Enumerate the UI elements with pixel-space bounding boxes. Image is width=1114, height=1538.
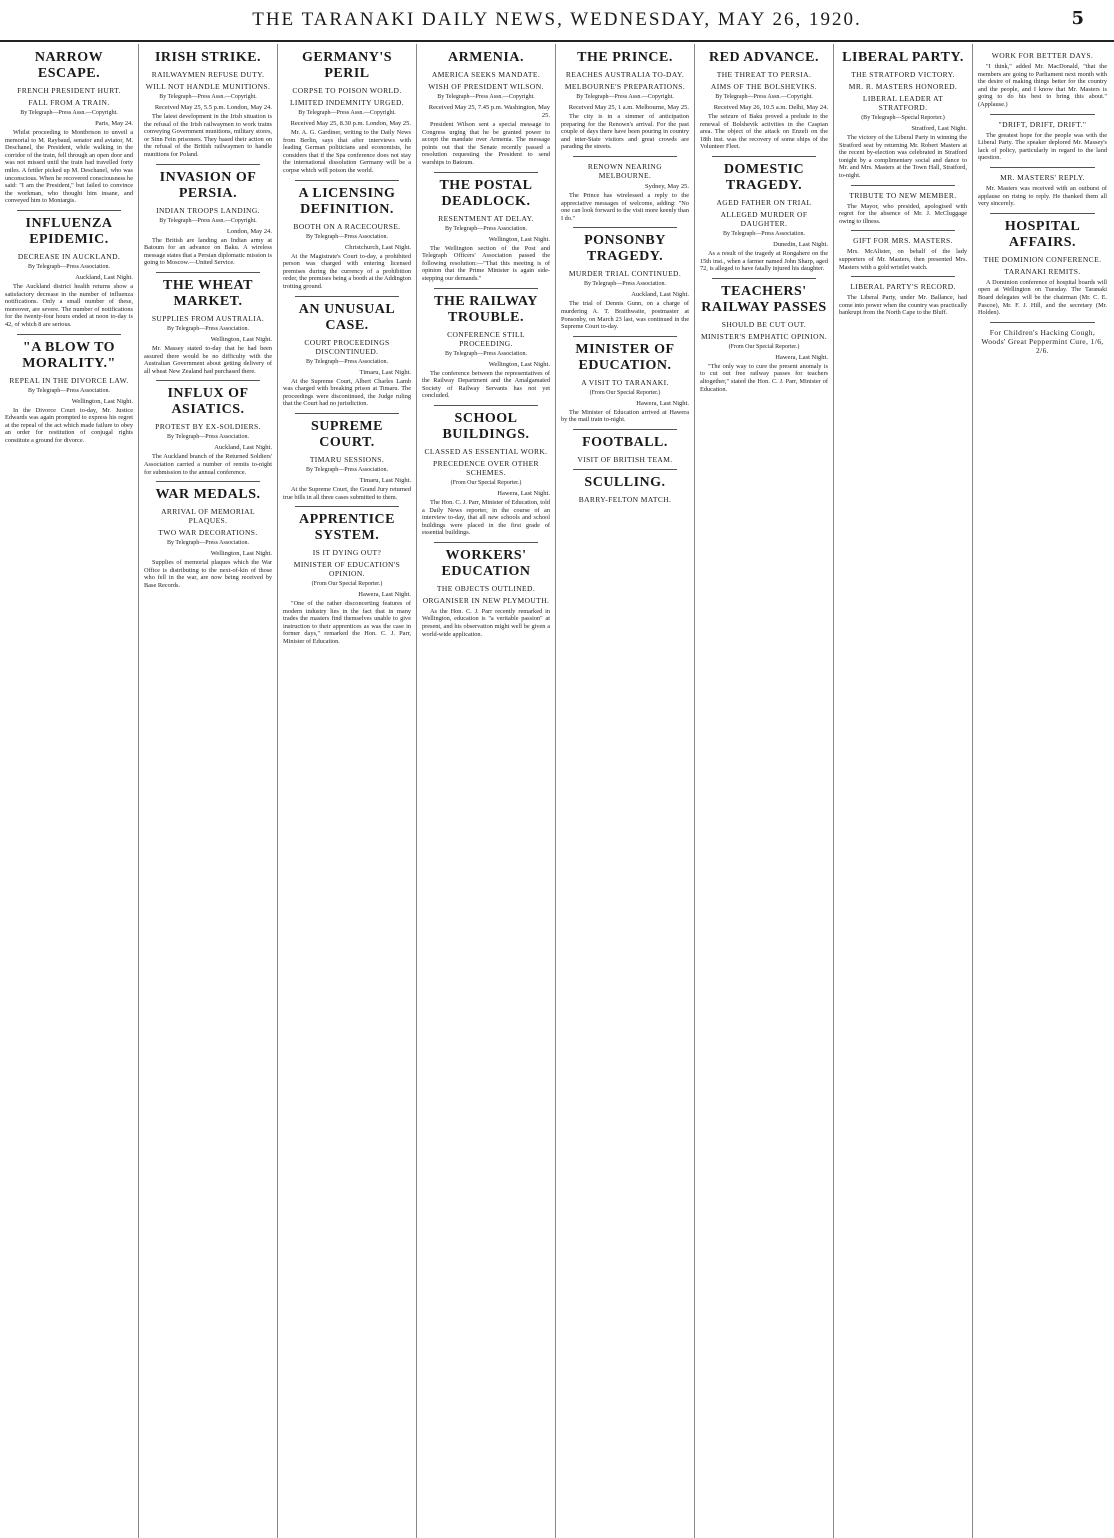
article-subheading: REPEAL IN THE DIVORCE LAW. bbox=[9, 375, 129, 385]
article-subheading: For Children's Hacking Cough, Woods' Great Peppermint Cure, 1/6, 2/6. bbox=[981, 327, 1104, 355]
section-divider bbox=[295, 296, 399, 297]
article-byline: By Telegraph—Press Assn.—Copyright. bbox=[159, 94, 257, 100]
article-byline: By Telegraph—Press Assn.—Copyright. bbox=[20, 110, 118, 116]
article-byline: By Telegraph—Press Assn.—Copyright. bbox=[715, 94, 813, 100]
article-subheading: TWO WAR DECORATIONS. bbox=[158, 528, 258, 538]
article-body: The latest development in the Irish situation is the refusal of the Irish railwaymen to work trains conveying Government munitions, military stores, or Sinn Fein prisoners. They based their action on the refusal of the British railwaymen to handle munitions for Poland. bbox=[144, 113, 272, 158]
article-byline: By Telegraph—Press Association. bbox=[28, 263, 110, 270]
article-dateline: Wellington, Last Night. bbox=[210, 335, 272, 343]
article-subheading: ORGANISER IN NEW PLYMOUTH. bbox=[422, 595, 550, 605]
article-subheading: MR. MASTERS' REPLY. bbox=[1000, 172, 1085, 182]
article-subheading: INDIAN TROOPS LANDING. bbox=[156, 205, 260, 215]
article-headline: WAR MEDALS. bbox=[155, 487, 261, 503]
article-headline: THE PRINCE. bbox=[577, 50, 673, 65]
article-subheading: SHOULD BE CUT OUT. bbox=[721, 319, 807, 329]
article-dateline: Wellington, Last Night. bbox=[71, 397, 133, 405]
article-subheading: LIBERAL LEADER AT STRATFORD. bbox=[862, 94, 944, 112]
article-byline: By Telegraph—Press Association. bbox=[723, 230, 805, 237]
article-headline: INFLUX OF ASIATICS. bbox=[167, 386, 249, 418]
article-subheading: COURT PROCEEDINGS DISCONTINUED. bbox=[304, 337, 390, 356]
article-headline: GERMANY'S PERIL bbox=[301, 50, 393, 81]
article-body: "The only way to cure the present anomaly is to cut out free railway passes for teachers altogether," stated the Hon. C. J. Parr, Minister of Education. bbox=[700, 362, 828, 393]
article-subheading: TIMARU SESSIONS. bbox=[309, 454, 385, 464]
article-headline: MINISTER OF EDUCATION. bbox=[575, 341, 675, 373]
article-subheading: GIFT FOR MRS. MASTERS. bbox=[853, 236, 953, 246]
article-subheading: IS IT DYING OUT? bbox=[312, 548, 382, 558]
article-byline: By Telegraph—Press Association. bbox=[167, 540, 249, 547]
article-dateline: Hawera, Last Night. bbox=[636, 399, 689, 407]
article-headline: WORKERS' EDUCATION bbox=[441, 547, 531, 579]
article-byline: (From Our Special Reporter.) bbox=[311, 581, 383, 588]
columns bbox=[0, 44, 1114, 1538]
article-dateline: Wellington, Last Night. bbox=[210, 550, 272, 558]
article-body: Whilst proceeding to Montbrison to unveil a memorial to M. Raybaud, senator and aviator, M. Deschanel, the President, while walking in the corridor of the train, fell through an open door and was not missed until the train had travelled forty miles. A fettler picked up M. Deschanel, who was unconscious. When he recovered consciousness he said: "I am the President," but failed to convince the workman, who thought him insane, and conveyed him to Montargis. bbox=[5, 129, 133, 205]
article-subheading: VISIT OF BRITISH TEAM. bbox=[577, 454, 673, 464]
article-body: The Wellington section of the Post and Telegraph Officers' Association passed the following resolution:—"That this meeting is of opinion that the Prime Minister is again side-stepping our demands." bbox=[422, 244, 550, 282]
article-headline: HOSPITAL AFFAIRS. bbox=[1004, 218, 1081, 250]
article-subheading: LIBERAL PARTY'S RECORD. bbox=[850, 282, 956, 292]
article-dateline: Auckland, Last Night. bbox=[75, 273, 133, 281]
article-subheading: ARRIVAL OF MEMORIAL PLAQUES. bbox=[161, 507, 255, 526]
section-divider bbox=[295, 180, 399, 181]
article-subheading: MR. R. MASTERS HONORED. bbox=[848, 82, 958, 91]
article-subheading: ALLEGED MURDER OF DAUGHTER. bbox=[720, 209, 808, 228]
article-subheading: RESENTMENT AT DELAY. bbox=[438, 213, 534, 223]
article-headline: INVASION OF PERSIA. bbox=[159, 169, 257, 201]
article-byline: By Telegraph—Press Assn.—Copyright. bbox=[576, 94, 674, 100]
section-divider bbox=[851, 230, 955, 231]
section-divider bbox=[712, 156, 816, 157]
article-body: At the Supreme Court, the Grand Jury returned true bills in all three cases submitted to them. bbox=[283, 485, 411, 501]
article-body: The British are landing an Indian army at Batoum for an advance on Baku. A wireless message states that a Persian diplomatic mission is going to Moscow.—United Service. bbox=[144, 236, 272, 267]
section-divider bbox=[851, 276, 955, 277]
article-dateline: Dunedin, Last Night. bbox=[773, 240, 828, 248]
article-byline: By Telegraph—Press Assn.—Copyright. bbox=[159, 217, 257, 224]
section-divider bbox=[573, 156, 677, 157]
article-headline: THE RAILWAY TROUBLE. bbox=[434, 293, 538, 325]
article-body: The trial of Dennis Gunn, on a charge of murdering A. T. Braithwaite, postmaster at Ponsonby, on March 23 last, was continued in the Supreme Court to-day. bbox=[561, 300, 689, 331]
section-divider bbox=[156, 272, 260, 273]
section-divider bbox=[434, 542, 538, 543]
article-subheading: PROTEST BY EX-SOLDIERS. bbox=[155, 422, 261, 432]
article-byline: By Telegraph—Press Association. bbox=[445, 350, 527, 357]
column-4 bbox=[417, 44, 556, 1538]
article-body: The victory of the Liberal Party in winning the Stratford seat by returning Mr. Robert Masters at the recent by-election was celebrated in Stratford tonight by a complimentary social and dance to Mr. and Mrs. Masters at the Town Hall, Stratford, to-night. bbox=[839, 134, 967, 179]
article-byline: By Telegraph—Press Association. bbox=[306, 233, 388, 240]
article-dateline: London, May 24. bbox=[226, 227, 272, 235]
article-byline: By Telegraph—Press Association. bbox=[167, 434, 249, 441]
article-headline: AN UNUSUAL CASE. bbox=[298, 301, 396, 333]
article-subheading: WILL NOT HANDLE MUNITIONS. bbox=[145, 82, 271, 91]
article-subheading: DECREASE IN AUCKLAND. bbox=[17, 251, 121, 261]
article-body: The Minister of Education arrived at Hawera by the mail train to-night. bbox=[561, 408, 689, 424]
section-divider bbox=[156, 380, 260, 381]
article-subheading: THE OBJECTS OUTLINED. bbox=[436, 583, 536, 593]
article-subheading: BARRY-FELTON MATCH. bbox=[578, 494, 672, 504]
article-body: At the Supreme Court, Albert Charles Lamb was charged with breaking prison at Timaru. The proceedings were discontinued, the Judge ruling that the Court had no jurisdiction. bbox=[283, 377, 411, 408]
article-headline: SUPREME COURT. bbox=[311, 418, 383, 450]
article-byline: (From Our Special Reporter.) bbox=[589, 389, 661, 396]
article-byline: (By Telegraph—Special Reporter.) bbox=[861, 115, 945, 121]
article-body: Mr. Massey stated to-day that he had been assured there would be no difficulty with the Australian Government about getting delivery of all wheat New Zealand had purchased there. bbox=[144, 344, 272, 375]
article-body: Mr. A. G. Gardiner, writing to the Daily News from Berlin, says that after interviews with leading German politicians and economists, he considers that if the Spa conference does not stay the international dissolution Germany will be a corpse which will poison the world. bbox=[283, 129, 411, 174]
article-dateline: Received May 25, 7.45 p.m. Washington, May 25. bbox=[428, 104, 550, 119]
article-byline: By Telegraph—Press Association. bbox=[167, 325, 249, 332]
article-subheading: LIMITED INDEMNITY URGED. bbox=[289, 98, 405, 107]
article-subheading: RAILWAYMEN REFUSE DUTY. bbox=[151, 70, 265, 79]
article-byline: By Telegraph—Press Association. bbox=[306, 358, 388, 365]
column-8 bbox=[973, 44, 1112, 1538]
article-subheading: FALL FROM A TRAIN. bbox=[28, 98, 110, 107]
section-divider bbox=[990, 167, 1095, 168]
section-divider bbox=[434, 172, 538, 173]
masthead bbox=[0, 0, 1114, 40]
article-subheading: CORPSE TO POISON WORLD. bbox=[292, 86, 402, 95]
article-headline: TEACHERS' RAILWAY PASSES bbox=[701, 283, 827, 315]
section-divider bbox=[712, 278, 816, 279]
article-byline: By Telegraph—Press Assn.—Copyright. bbox=[437, 94, 535, 100]
section-divider bbox=[573, 469, 677, 470]
section-divider bbox=[156, 164, 260, 165]
masthead-rule bbox=[0, 40, 1114, 42]
section-divider bbox=[295, 413, 399, 414]
article-dateline: Received May 26, 10.5 a.m. Delhi, May 24. bbox=[713, 104, 828, 111]
article-headline: SCHOOL BUILDINGS. bbox=[442, 410, 530, 442]
article-byline: (From Our Special Reporter.) bbox=[450, 479, 522, 486]
section-divider bbox=[17, 210, 121, 211]
column-5 bbox=[556, 44, 695, 1538]
section-divider bbox=[434, 288, 538, 289]
article-body: The city is in a simmer of anticipation preparing for the Renown's arrival. For the past couple of days there have been pouring in country and inter-State visitors and great crowds are parading the streets. bbox=[561, 113, 689, 151]
column-1 bbox=[0, 44, 139, 1538]
section-divider bbox=[295, 506, 399, 507]
article-subheading: CONFERENCE STILL PROCEEDING. bbox=[447, 329, 525, 348]
article-headline: A LICENSING DEFINITION. bbox=[298, 185, 396, 217]
article-dateline: Hawera, Last Night. bbox=[497, 489, 550, 497]
article-subheading: TRIBUTE TO NEW MEMBER. bbox=[849, 190, 957, 200]
article-subheading: MINISTER OF EDUCATION'S OPINION. bbox=[293, 560, 401, 579]
article-body: The Liberal Party, under Mr. Ballance, had come into power when the country was practically bankrupt from the North Cape to the Bluff. bbox=[839, 294, 967, 317]
article-body: The Auckland district health returns show a satisfactory decrease in the number of influenza notifications. Only a small number of these, moreover, are severe. The number of notifications for the twenty-four hours ended at noon to-day is 42, of which 8 are serious. bbox=[5, 282, 133, 328]
section-divider bbox=[851, 185, 955, 186]
article-body: At the Magistrate's Court to-day, a prohibited person was charged with entering licensed premises during the currency of a prohibition order, the premises being a booth at the Addington trotting ground. bbox=[283, 252, 411, 290]
section-divider bbox=[573, 429, 677, 430]
section-divider bbox=[573, 336, 677, 337]
article-headline: DOMESTIC TRAGEDY. bbox=[723, 161, 805, 193]
article-headline: THE WHEAT MARKET. bbox=[163, 277, 253, 309]
article-subheading: BOOTH ON A RACECOURSE. bbox=[293, 221, 401, 231]
article-body: Mrs. McAlister, on behalf of the lady supporters of Mr. Masters, then presented Mrs. Masters with a gold wristlet watch. bbox=[839, 248, 967, 271]
article-headline: PONSONBY TRAGEDY. bbox=[584, 233, 666, 265]
article-headline: RED ADVANCE. bbox=[709, 50, 819, 65]
article-dateline: Stratford, Last Night. bbox=[911, 125, 967, 132]
article-headline: SCULLING. bbox=[584, 474, 666, 490]
section-divider bbox=[156, 481, 260, 482]
article-dateline: Hawera, Last Night. bbox=[358, 591, 411, 599]
article-body: The Mayor, who presided, apologised with regret for the absence of Mr. J. McCluggage owing to illness. bbox=[839, 202, 967, 225]
section-divider bbox=[990, 114, 1095, 115]
article-body: A Dominion conference of hospital boards will open at Wellington on Tuesday. The Taranaki Board delegates will be the chairman (Mr. C. E. Pascoe), Mr. F. J. Hill, and the secretary (Mr. Holden). bbox=[978, 278, 1107, 317]
article-headline: THE POSTAL DEADLOCK. bbox=[439, 177, 533, 209]
article-byline: By Telegraph—Press Association. bbox=[584, 281, 666, 288]
article-body: The Prince has wirelessed a reply to the appreciative messages of welcome, adding: "No one can look forward to the visit more keenly than I do." bbox=[561, 191, 689, 222]
article-subheading: FRENCH PRESIDENT HURT. bbox=[17, 86, 121, 95]
column-3 bbox=[278, 44, 417, 1538]
article-subheading: MINISTER'S EMPHATIC OPINION. bbox=[700, 331, 828, 341]
masthead-title: THE TARANAKI DAILY NEWS, WEDNESDAY, MAY 26, 1920. bbox=[252, 9, 862, 30]
article-byline: By Telegraph—Press Assn.—Copyright. bbox=[298, 110, 396, 116]
article-body: The greatest hope for the people was with the Liberal Party. The speaker deplored Mr. Massey's lack of policy, particularly in regard to the land question. bbox=[978, 131, 1107, 162]
section-divider bbox=[573, 227, 677, 228]
article-body: "One of the rather disconcerting features of modern industry lies in the fact that in many trades the masters find themselves unable to give instruction to their apprentices as was the case in former days," remarked the Hon. C. J. Parr, Minister of Education. bbox=[283, 600, 411, 646]
article-dateline: Timaru, Last Night. bbox=[359, 368, 411, 376]
article-subheading: TARANAKI REMITS. bbox=[1004, 266, 1081, 276]
section-divider bbox=[17, 334, 121, 335]
article-subheading: THE DOMINION CONFERENCE. bbox=[983, 254, 1102, 264]
article-subheading: WORK FOR BETTER DAYS. bbox=[991, 51, 1094, 60]
article-subheading: MURDER TRIAL CONTINUED. bbox=[568, 269, 682, 279]
page-number: 5 bbox=[1071, 8, 1084, 29]
article-subheading: MELBOURNE'S PREPARATIONS. bbox=[564, 82, 686, 91]
article-dateline: Auckland, Last Night. bbox=[631, 291, 689, 299]
article-subheading: THE STRATFORD VICTORY. bbox=[851, 70, 955, 79]
article-byline: (From Our Special Reporter.) bbox=[728, 343, 800, 350]
article-body: The seizure of Baku proved a prelude to the renewal of Bolshevik activities in the Caspian area. The object of the attack on Enzeli on the 18th inst. was the recovery of some ships of the Volunteer Fleet. bbox=[700, 113, 828, 151]
article-byline: By Telegraph—Press Association. bbox=[445, 225, 527, 232]
article-headline: IRISH STRIKE. bbox=[154, 50, 262, 65]
article-headline: ARMENIA. bbox=[448, 50, 524, 65]
article-subheading: WISH OF PRESIDENT WILSON. bbox=[428, 82, 544, 91]
article-subheading: REACHES AUSTRALIA TO-DAY. bbox=[565, 70, 685, 79]
article-headline: NARROW ESCAPE. bbox=[34, 50, 104, 81]
article-subheading: THE THREAT TO PERSIA. bbox=[716, 70, 812, 79]
article-headline: INFLUENZA EPIDEMIC. bbox=[25, 215, 113, 247]
section-divider bbox=[434, 405, 538, 406]
section-divider bbox=[990, 322, 1095, 323]
article-dateline: Sydney, May 25. bbox=[645, 182, 689, 190]
article-dateline: Received May 25, 5.5 p.m. London, May 24. bbox=[154, 104, 272, 111]
article-subheading: AGED FATHER ON TRIAL bbox=[716, 197, 812, 207]
article-body: "I think," added Mr. MacDonald, "that the members are going to Parliament next month with the desire of making things better for the country and the people, and I know that Mr. Masters is going to do his best to bring this about." (Applause.) bbox=[978, 63, 1107, 108]
article-subheading: "DRIFT, DRIFT, DRIFT." bbox=[998, 119, 1087, 129]
article-dateline: Wellington, Last Night. bbox=[488, 235, 550, 243]
article-byline: By Telegraph—Press Association. bbox=[28, 387, 110, 394]
article-subheading: RENOWN NEARING MELBOURNE. bbox=[587, 161, 663, 180]
column-7 bbox=[834, 44, 973, 1538]
article-dateline: Auckland, Last Night. bbox=[214, 444, 272, 452]
article-subheading: AMERICA SEEKS MANDATE. bbox=[431, 70, 541, 79]
article-dateline: Hawera, Last Night. bbox=[775, 353, 828, 361]
column-2 bbox=[139, 44, 278, 1538]
article-dateline: Christchurch, Last Night. bbox=[344, 243, 411, 251]
article-dateline: Paris, May 24. bbox=[95, 120, 133, 127]
article-byline: By Telegraph—Press Association. bbox=[306, 466, 388, 473]
article-headline: FOOTBALL. bbox=[582, 434, 668, 450]
article-headline: LIBERAL PARTY. bbox=[842, 50, 964, 65]
article-headline: "A BLOW TO MORALITY." bbox=[22, 339, 116, 371]
article-body: The conference between the representatives of the Railway Department and the Amalgamated Society of Railway Servants has not yet concluded. bbox=[422, 369, 550, 400]
article-dateline: Wellington, Last Night. bbox=[488, 360, 550, 368]
article-subheading: A VISIT TO TARANAKI. bbox=[581, 377, 669, 387]
article-body: As the Hon. C. J. Parr recently remarked in Wellington, education is "a veritable passion" at present, and his observation might well be given a world-wide application. bbox=[422, 607, 550, 638]
article-subheading: PRECEDENCE OVER OTHER SCHEMES. bbox=[433, 458, 539, 477]
column-6 bbox=[695, 44, 834, 1538]
article-body: Mr. Masters was received with an outburst of applause on rising to reply. He thanked them all very sincerely. bbox=[978, 184, 1107, 208]
article-body: The Hon. C. J. Parr, Minister of Education, told a Daily News reporter, in the course of an interview to-day, that all new schools and school buildings were placed in the first grade of essential buildings. bbox=[422, 498, 550, 537]
article-dateline: Timaru, Last Night. bbox=[359, 476, 411, 484]
article-subheading: AIMS OF THE BOLSHEVIKS. bbox=[710, 82, 818, 91]
article-body: In the Divorce Court to-day, Mr. Justice Edwards was again prompted to express his regret at the repeal of the act which made failure to obey an order for restitution of conjugal rights constitute a ground for divorce. bbox=[5, 406, 133, 444]
section-divider bbox=[990, 213, 1095, 214]
article-dateline: Received May 25, 8.30 p.m. London, May 25. bbox=[290, 120, 411, 127]
article-body: As a result of the tragedy at Rongahere on the 15th inst., when a farmer named John Sharp, aged 72, is alleged to have fatally injured his daughter. bbox=[700, 249, 828, 273]
article-subheading: SUPPLIES FROM AUSTRALIA. bbox=[151, 313, 265, 323]
article-body: Supplies of memorial plaques which the War Office is distributing to the next-of-kin of those who fell in the war, are now being received by Base Records. bbox=[144, 559, 272, 589]
article-subheading: CLASSED AS ESSENTIAL WORK. bbox=[424, 446, 548, 456]
article-body: President Wilson sent a special message to Congress urging that he be granted power to accept the mandate over Armenia. The message points out that the Senate recently passed a resolution requesting the President to send warships to Batoum. bbox=[422, 121, 550, 166]
article-dateline: Received May 25, 1 a.m. Melbourne, May 25. bbox=[568, 104, 689, 111]
article-headline: APPRENTICE SYSTEM. bbox=[298, 512, 395, 544]
article-body: The Auckland branch of the Returned Soldiers' Association carried a number of remits to-night for submission to the annual conference. bbox=[144, 453, 272, 476]
